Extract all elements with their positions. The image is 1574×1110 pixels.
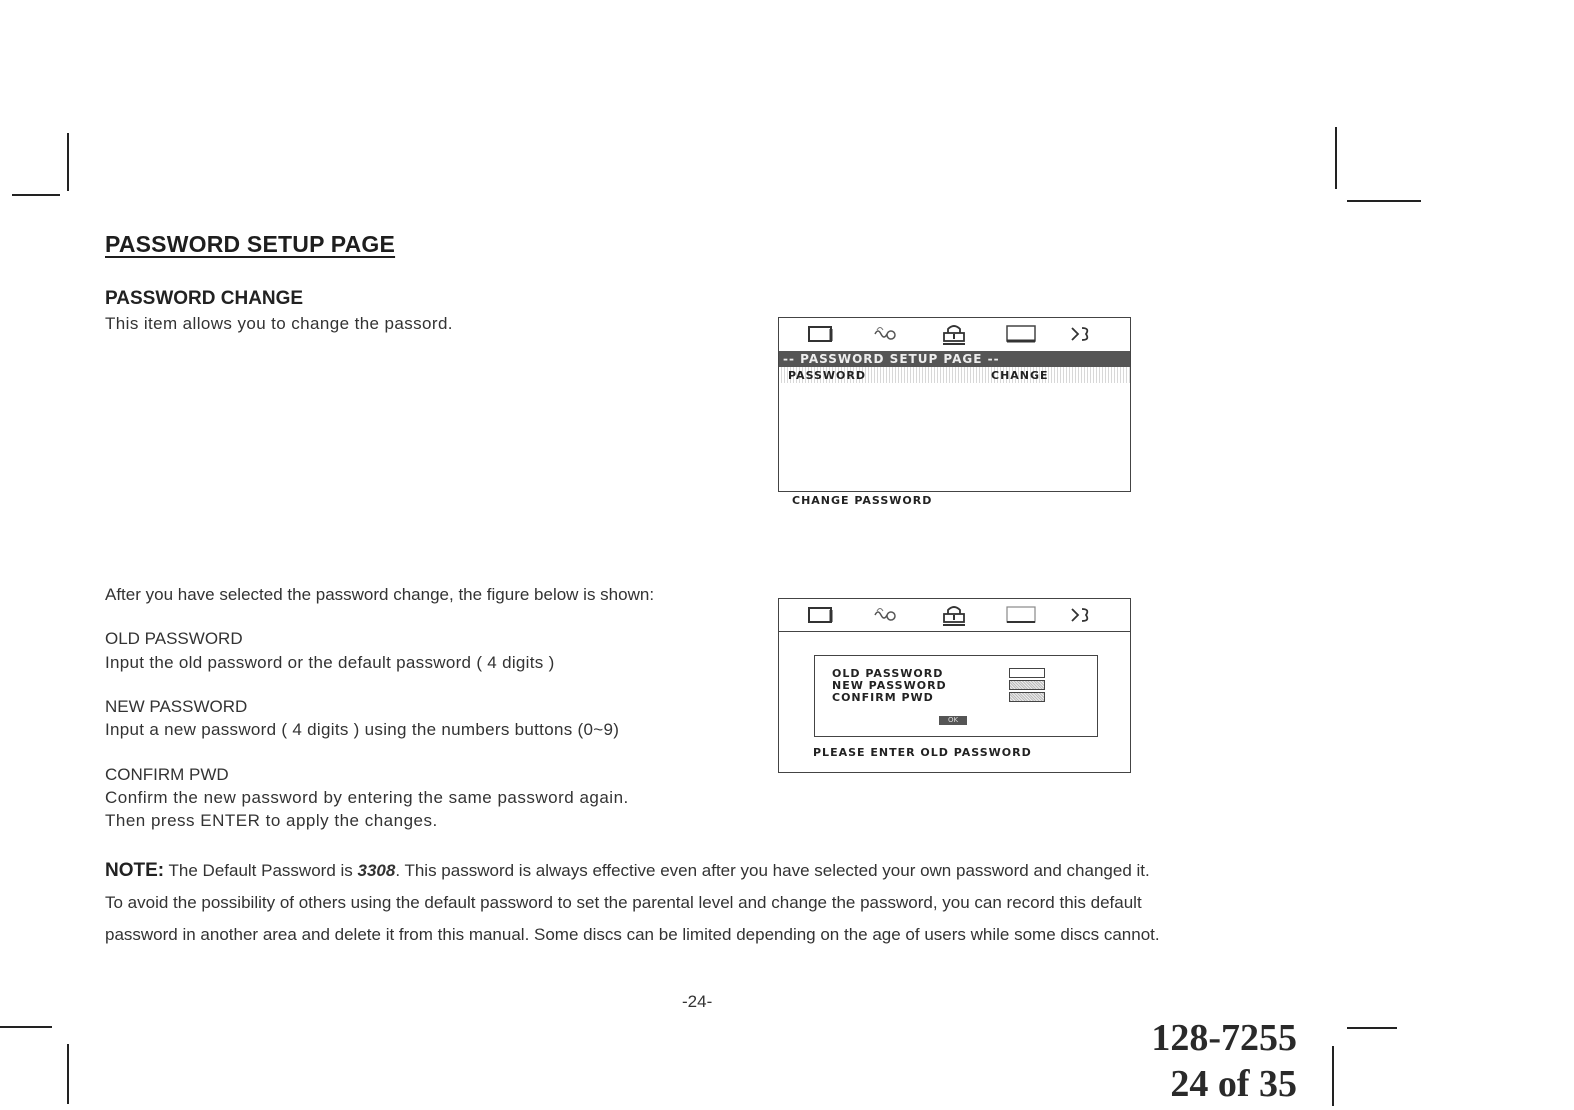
crop-mark bbox=[0, 1026, 52, 1028]
tv-screen-icon bbox=[807, 322, 837, 346]
osd-status-text: CHANGE PASSWORD bbox=[792, 494, 933, 507]
doc-number: 128-7255 bbox=[1151, 1017, 1297, 1059]
confirm-pwd-label: CONFIRM PWD bbox=[105, 765, 229, 784]
osd-status-text: PLEASE ENTER OLD PASSWORD bbox=[813, 746, 1032, 759]
audio-icon bbox=[871, 603, 901, 627]
osd-selected-row[interactable] bbox=[779, 367, 1130, 383]
ok-button[interactable]: OK bbox=[939, 716, 967, 725]
osd-page-header: -- PASSWORD SETUP PAGE -- bbox=[779, 351, 1130, 367]
new-password-label: NEW PASSWORD bbox=[105, 697, 248, 716]
exit-icon bbox=[1068, 603, 1096, 627]
note-line-3: password in another area and delete it from this manual. Some discs can be limited depending on the age of users while some discs cannot. bbox=[105, 925, 1160, 944]
confirm-pwd-extra: Then press ENTER to apply the changes. bbox=[105, 811, 438, 830]
old-password-prompt: OLD PASSWORD bbox=[832, 667, 944, 680]
section-description: This item allows you to change the passord. bbox=[105, 314, 453, 333]
doc-page: 24 of 35 bbox=[1170, 1063, 1297, 1105]
osd-screen-password-entry bbox=[778, 598, 1131, 773]
crop-mark bbox=[1347, 200, 1421, 202]
page-number: -24- bbox=[682, 992, 713, 1011]
confirm-pwd-prompt: CONFIRM PWD bbox=[832, 691, 934, 704]
old-password-desc: Input the old password or the default password ( 4 digits ) bbox=[105, 653, 555, 672]
crop-mark bbox=[1347, 1027, 1397, 1029]
note-label: NOTE: bbox=[105, 860, 165, 881]
crop-mark bbox=[1335, 127, 1337, 189]
row-value: CHANGE bbox=[991, 369, 1049, 382]
old-password-label: OLD PASSWORD bbox=[105, 629, 243, 648]
page-title: PASSWORD SETUP PAGE bbox=[105, 231, 396, 257]
section-heading: PASSWORD CHANGE bbox=[105, 288, 304, 309]
after-text: After you have selected the password change, the figure below is shown: bbox=[105, 585, 655, 604]
row-label: PASSWORD bbox=[788, 369, 867, 382]
note-text-pre: The Default Password is bbox=[164, 861, 358, 880]
lock-icon bbox=[939, 322, 969, 348]
password-dialog bbox=[814, 655, 1098, 737]
note-line-2: To avoid the possibility of others using the default password to set the parental level and change the password, you can record this default bbox=[105, 893, 1142, 912]
note-line-1 bbox=[105, 860, 1150, 882]
old-password-field[interactable] bbox=[1009, 668, 1045, 678]
crop-mark bbox=[67, 1044, 69, 1104]
new-password-desc: Input a new password ( 4 digits ) using the numbers buttons (0~9) bbox=[105, 720, 620, 739]
confirm-pwd-field[interactable] bbox=[1009, 692, 1045, 702]
osd-icon-bar bbox=[779, 318, 1130, 350]
monitor-icon bbox=[1004, 603, 1038, 627]
confirm-pwd-desc: Confirm the new password by entering the same password again. bbox=[105, 788, 629, 807]
monitor-icon bbox=[1004, 322, 1038, 346]
osd-screen-password-setup bbox=[778, 317, 1131, 492]
osd-icon-bar bbox=[779, 599, 1130, 632]
crop-mark bbox=[67, 133, 69, 191]
tv-screen-icon bbox=[807, 603, 837, 627]
crop-mark bbox=[12, 194, 60, 196]
default-password: 3308 bbox=[357, 861, 396, 880]
exit-icon bbox=[1068, 322, 1096, 346]
note-text-post: . This password is always effective even after you have selected your own password and changed it. bbox=[395, 861, 1150, 880]
lock-icon bbox=[939, 603, 969, 629]
audio-icon bbox=[871, 322, 901, 346]
crop-mark bbox=[1332, 1046, 1334, 1106]
new-password-prompt: NEW PASSWORD bbox=[832, 679, 947, 692]
new-password-field[interactable] bbox=[1009, 680, 1045, 690]
